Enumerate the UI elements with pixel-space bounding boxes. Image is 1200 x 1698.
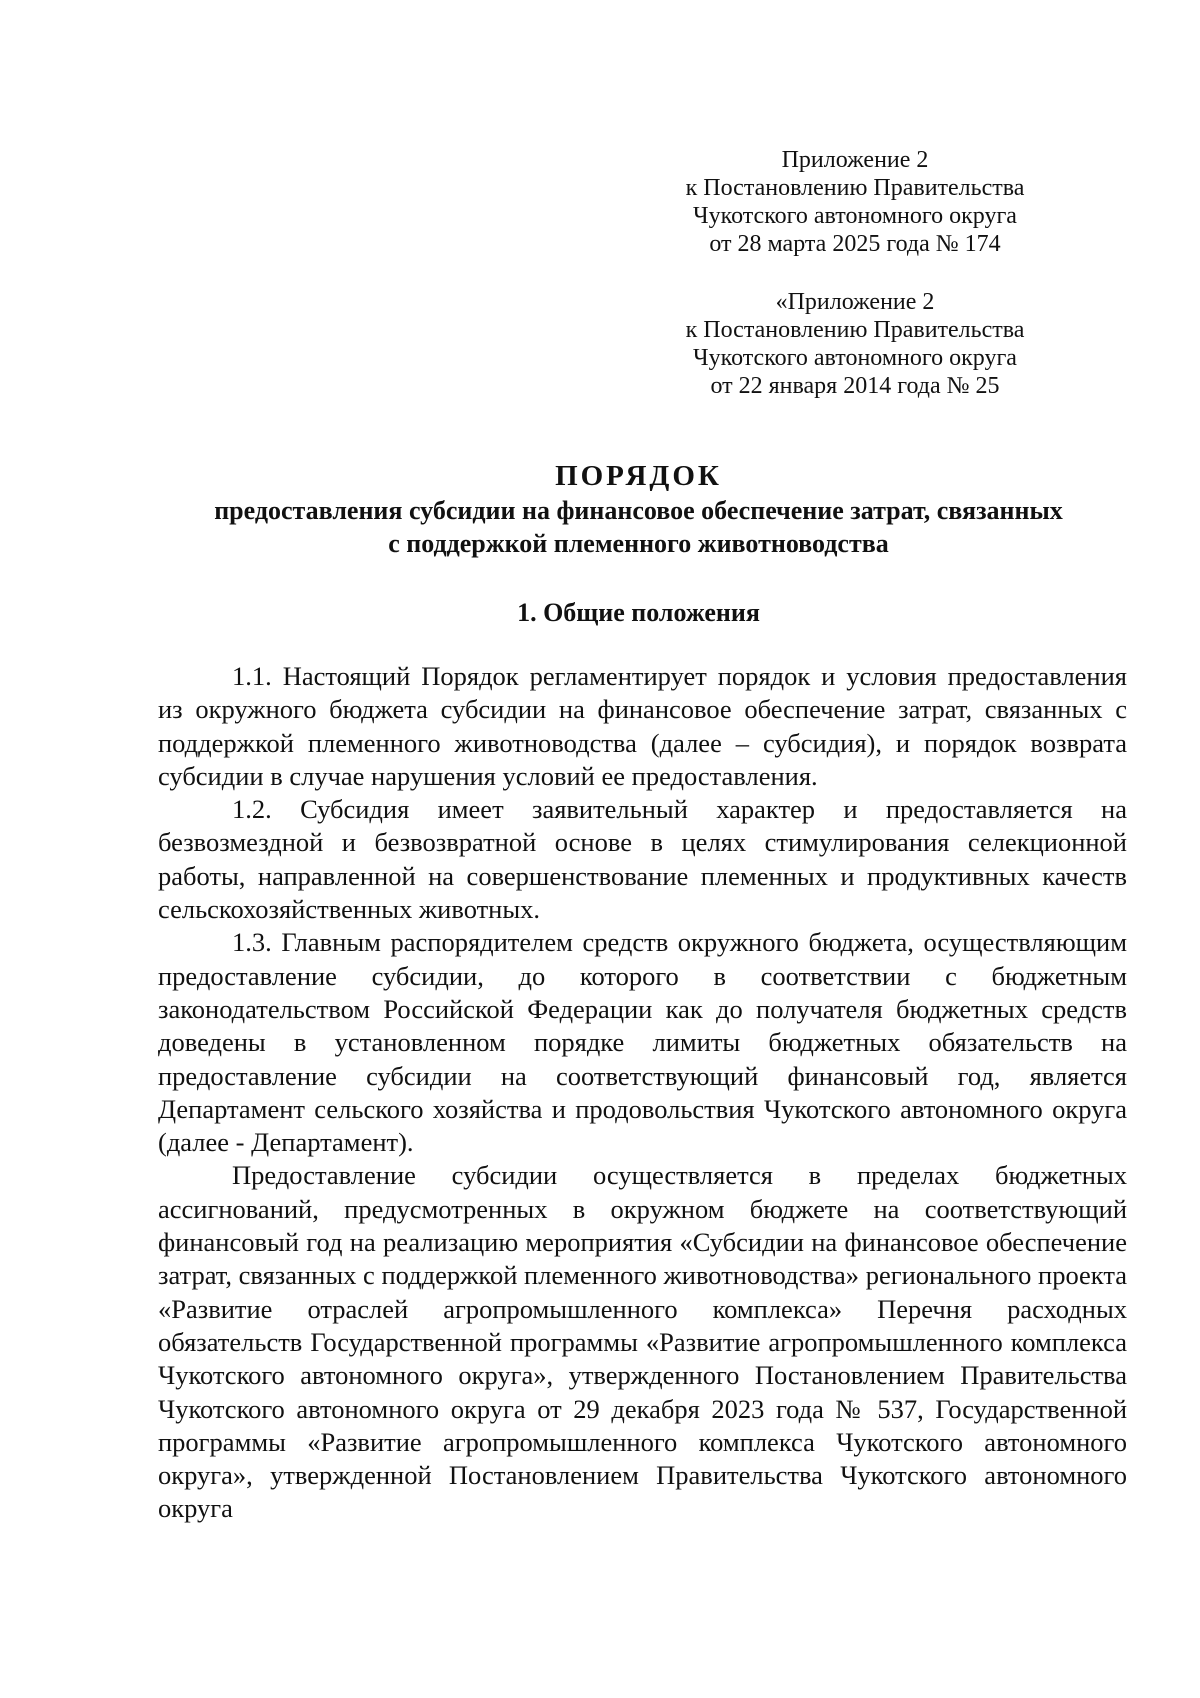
document-title: ПОРЯДОК xyxy=(555,460,722,492)
stamp-line: от 22 января 2014 года № 25 xyxy=(710,373,1000,399)
stamp-line: к Постановлению Правительства xyxy=(685,317,1025,343)
paragraph: 1.3. Главным распорядителем средств окружного бюджета, осуществляющим предоставление субсидии, до которого в соответствии с бюджетным законодательством Российской Федерации как до получателя бюджетных средств доведены в установленном порядке лимиты бюджетных обязательств на предоставление субсидии на соответствующий финансовый год, является Департамент сельского хозяйства и продовольствия Чукотского автономного округа (далее - Департамент). xyxy=(158,927,1127,1158)
section-heading: 1. Общие положения xyxy=(517,598,760,627)
stamp-line: Чукотского автономного округа xyxy=(693,203,1017,229)
appendix-stamp-original xyxy=(640,288,1070,400)
document-body xyxy=(158,660,1127,1526)
paragraph: Предоставление субсидии осуществляется в пределах бюджетных ассигнований, предусмотренных в окружном бюджете на соответствующий финансовый год на реализацию мероприятия «Субсидии на финансовое обеспечение затрат, связанных с поддержкой племенного животноводства» регионального проекта «Развитие отраслей агропромышленного комплекса» Перечня расходных обязательств Государственной программы «Развитие агропромышленного комплекса Чукотского автономного округа», утвержденного Постановлением Правительства Чукотского автономного округа от 29 декабря 2023 года № 537, Государственной программы «Развитие агропромышленного комплекса Чукотского автономного округа», утвержденной Постановлением Правительства Чукотского автономного округа xyxy=(158,1160,1127,1524)
paragraph: 1.2. Субсидия имеет заявительный характер и предоставляется на безвозмездной и безвозвратной основе в целях стимулирования селекционной работы, направленной на совершенствование племенных и продуктивных качеств сельскохозяйственных животных. xyxy=(158,794,1127,925)
paragraph: 1.1. Настоящий Порядок регламентирует порядок и условия предоставления из окружного бюджета субсидии на финансовое обеспечение затрат, связанных с поддержкой племенного животноводства (далее – субсидия), и порядок возврата субсидии в случае нарушения условий ее предоставления. xyxy=(158,661,1127,791)
document-subtitle-line: предоставления субсидии на финансовое обеспечение затрат, связанных xyxy=(214,496,1063,525)
stamp-line: Чукотского автономного округа xyxy=(693,345,1017,371)
document-title-block xyxy=(150,458,1127,560)
document-subtitle-line: с поддержкой племенного животноводства xyxy=(388,529,889,558)
stamp-line: от 28 марта 2025 года № 174 xyxy=(709,231,1001,257)
stamp-line: «Приложение 2 xyxy=(775,289,935,315)
appendix-stamp-current xyxy=(640,146,1070,258)
stamp-line: к Постановлению Правительства xyxy=(685,175,1025,201)
stamp-line: Приложение 2 xyxy=(781,147,929,173)
